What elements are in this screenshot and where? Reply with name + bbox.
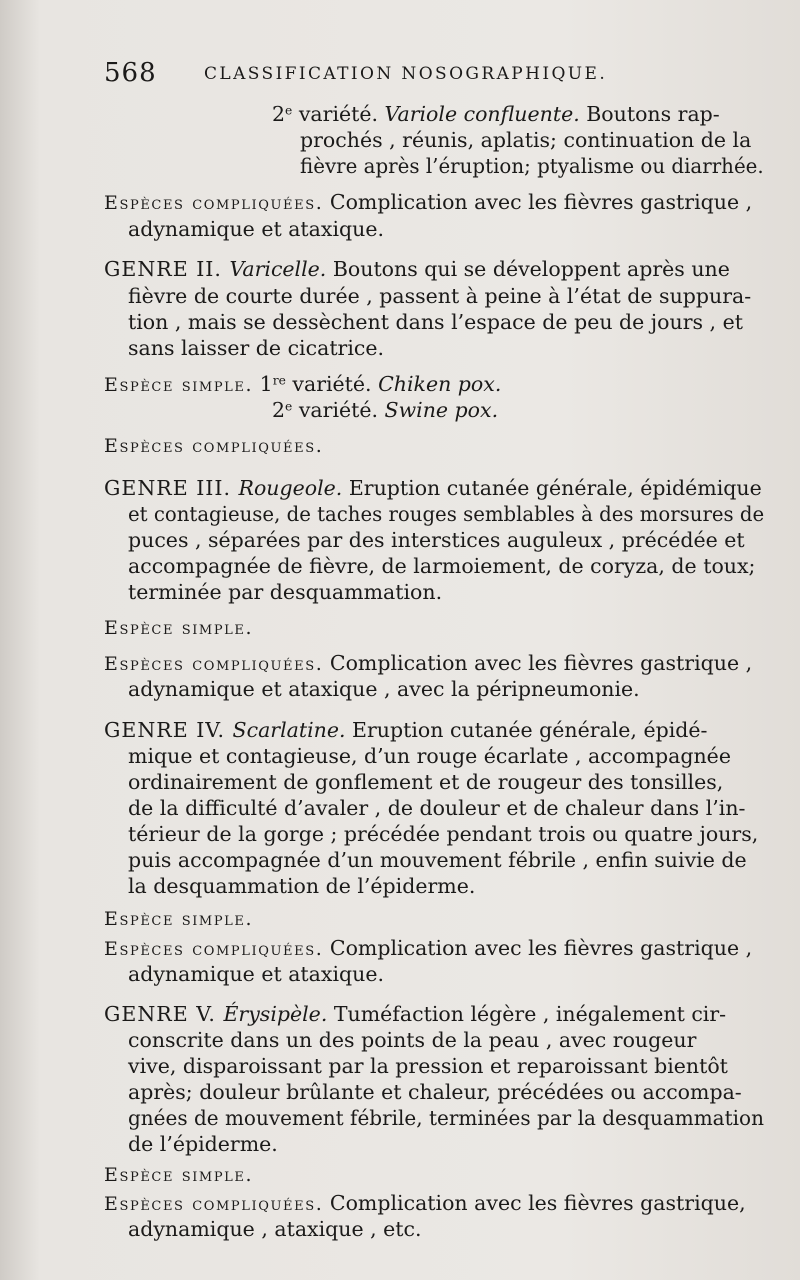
- text-line: puis accompagnée d’un mouvement fébrile , enfin suivie de: [128, 848, 747, 872]
- genre-name: Rougeole.: [238, 476, 343, 500]
- genre-name: Scarlatine.: [232, 718, 346, 742]
- text-run: Tuméfaction légère , inégalement cir-: [327, 1002, 727, 1026]
- text-run: Eruption cutanée générale, épidémique: [342, 476, 762, 500]
- section-label: Espèce simple.: [104, 617, 254, 639]
- text-line: [104, 259, 730, 280]
- variety-number: 2: [272, 398, 286, 422]
- page-header: [104, 58, 760, 92]
- text-line: ordinairement de gonflement et de rougeur des tonsilles,: [128, 770, 724, 794]
- variety-number: 1: [253, 372, 273, 396]
- page-number: 568: [104, 58, 157, 88]
- text-line: après; douleur brûlante et chaleur, précédées ou accompa-: [128, 1080, 742, 1104]
- text-line: vive, disparoissant par la pression et reparoissant bientôt: [128, 1054, 728, 1078]
- text-line: [104, 374, 501, 395]
- text-line: conscrite dans un des points de la peau , avec rougeur: [128, 1028, 697, 1052]
- text-line: prochés , réunis, aplatis; continuation de la: [300, 128, 752, 152]
- text-line: adynamique et ataxique.: [128, 217, 384, 241]
- text-run: Complication avec les fièvres gastrique ,: [323, 936, 753, 960]
- text-line: [272, 104, 720, 125]
- text-line: la desquammation de l’épiderme.: [128, 874, 476, 898]
- variety-name: Variole confluente.: [384, 102, 580, 126]
- text-line: terminée par desquammation.: [128, 580, 443, 604]
- text-line: et contagieuse, de taches rouges semblables à des morsures de: [128, 502, 765, 526]
- section-label: Espèces compliquées.: [104, 1193, 324, 1215]
- text-line: puces , séparées par des interstices auguleux , précédée et: [128, 528, 745, 552]
- section-label: Espèce simple.: [104, 374, 254, 396]
- text-line: gnées de mouvement fébrile, terminées par la desquammation: [128, 1106, 764, 1130]
- superscript: e: [285, 103, 293, 118]
- text-line: adynamique et ataxique , avec la péripneumonie.: [128, 677, 640, 701]
- variety-label: variété.: [292, 398, 385, 422]
- variety-label: variété.: [292, 102, 385, 126]
- text-run: Complication avec les fièvres gastrique ,: [323, 651, 753, 675]
- text-line: accompagnée de fièvre, de larmoiement, de coryza, de toux;: [128, 554, 756, 578]
- text-line: fièvre de courte durée , passent à peine à l’état de suppura-: [128, 284, 752, 308]
- text-line: fièvre après l’éruption; ptyalisme ou diarrhée.: [300, 154, 764, 178]
- text-line: [104, 478, 762, 499]
- text-line: térieur de la gorge ; précédée pendant trois ou quatre jours,: [128, 822, 759, 846]
- text-line: [104, 653, 752, 674]
- text-line: [104, 938, 752, 959]
- variety-number: 2: [272, 102, 286, 126]
- text-line: adynamique , ataxique , etc.: [128, 1217, 422, 1241]
- superscript: e: [285, 399, 293, 414]
- genre-name: Varicelle.: [229, 257, 327, 281]
- text-line: adynamique et ataxique.: [128, 962, 384, 986]
- text-run: Eruption cutanée générale, épidé-: [345, 718, 708, 742]
- variety-label: variété.: [285, 372, 379, 396]
- genre-heading: GENRE III.: [104, 476, 239, 500]
- section-label: Espèces compliquées.: [104, 192, 324, 214]
- section-label: Espèce simple.: [104, 1164, 254, 1186]
- text-run: Boutons qui se développent après une: [326, 257, 730, 281]
- genre-name: Érysipèle.: [223, 1002, 328, 1026]
- text-line: [104, 1004, 726, 1025]
- section-label: Espèces compliquées.: [104, 435, 324, 457]
- text-run: Complication avec les fièvres gastrique ,: [323, 190, 753, 214]
- superscript: re: [272, 373, 286, 388]
- genre-heading: GENRE V.: [104, 1002, 224, 1026]
- variety-name: Swine pox.: [384, 398, 499, 422]
- running-title: CLASSIFICATION NOSOGRAPHIQUE.: [204, 64, 608, 84]
- text-line: [104, 192, 752, 213]
- section-label: Espèce simple.: [104, 908, 254, 930]
- section-label: Espèces compliquées.: [104, 938, 324, 960]
- text-line: mique et contagieuse, d’un rouge écarlate , accompagnée: [128, 744, 731, 768]
- variety-name: Chiken pox.: [378, 372, 502, 396]
- text-line: [104, 1193, 746, 1214]
- text-run: Boutons rap-: [579, 102, 720, 126]
- text-line: de l’épiderme.: [128, 1132, 278, 1156]
- genre-heading: GENRE IV.: [104, 718, 233, 742]
- text-run: Complication avec les fièvres gastrique,: [323, 1191, 746, 1215]
- text-line: [104, 720, 707, 741]
- genre-heading: GENRE II.: [104, 257, 230, 281]
- section-label: Espèces compliquées.: [104, 653, 324, 675]
- text-line: de la difficulté d’avaler , de douleur et de chaleur dans l’in-: [128, 796, 746, 820]
- text-line: tion , mais se dessèchent dans l’espace de peu de jours , et: [128, 310, 743, 334]
- text-line: [272, 400, 498, 421]
- text-line: sans laisser de cicatrice.: [128, 336, 385, 360]
